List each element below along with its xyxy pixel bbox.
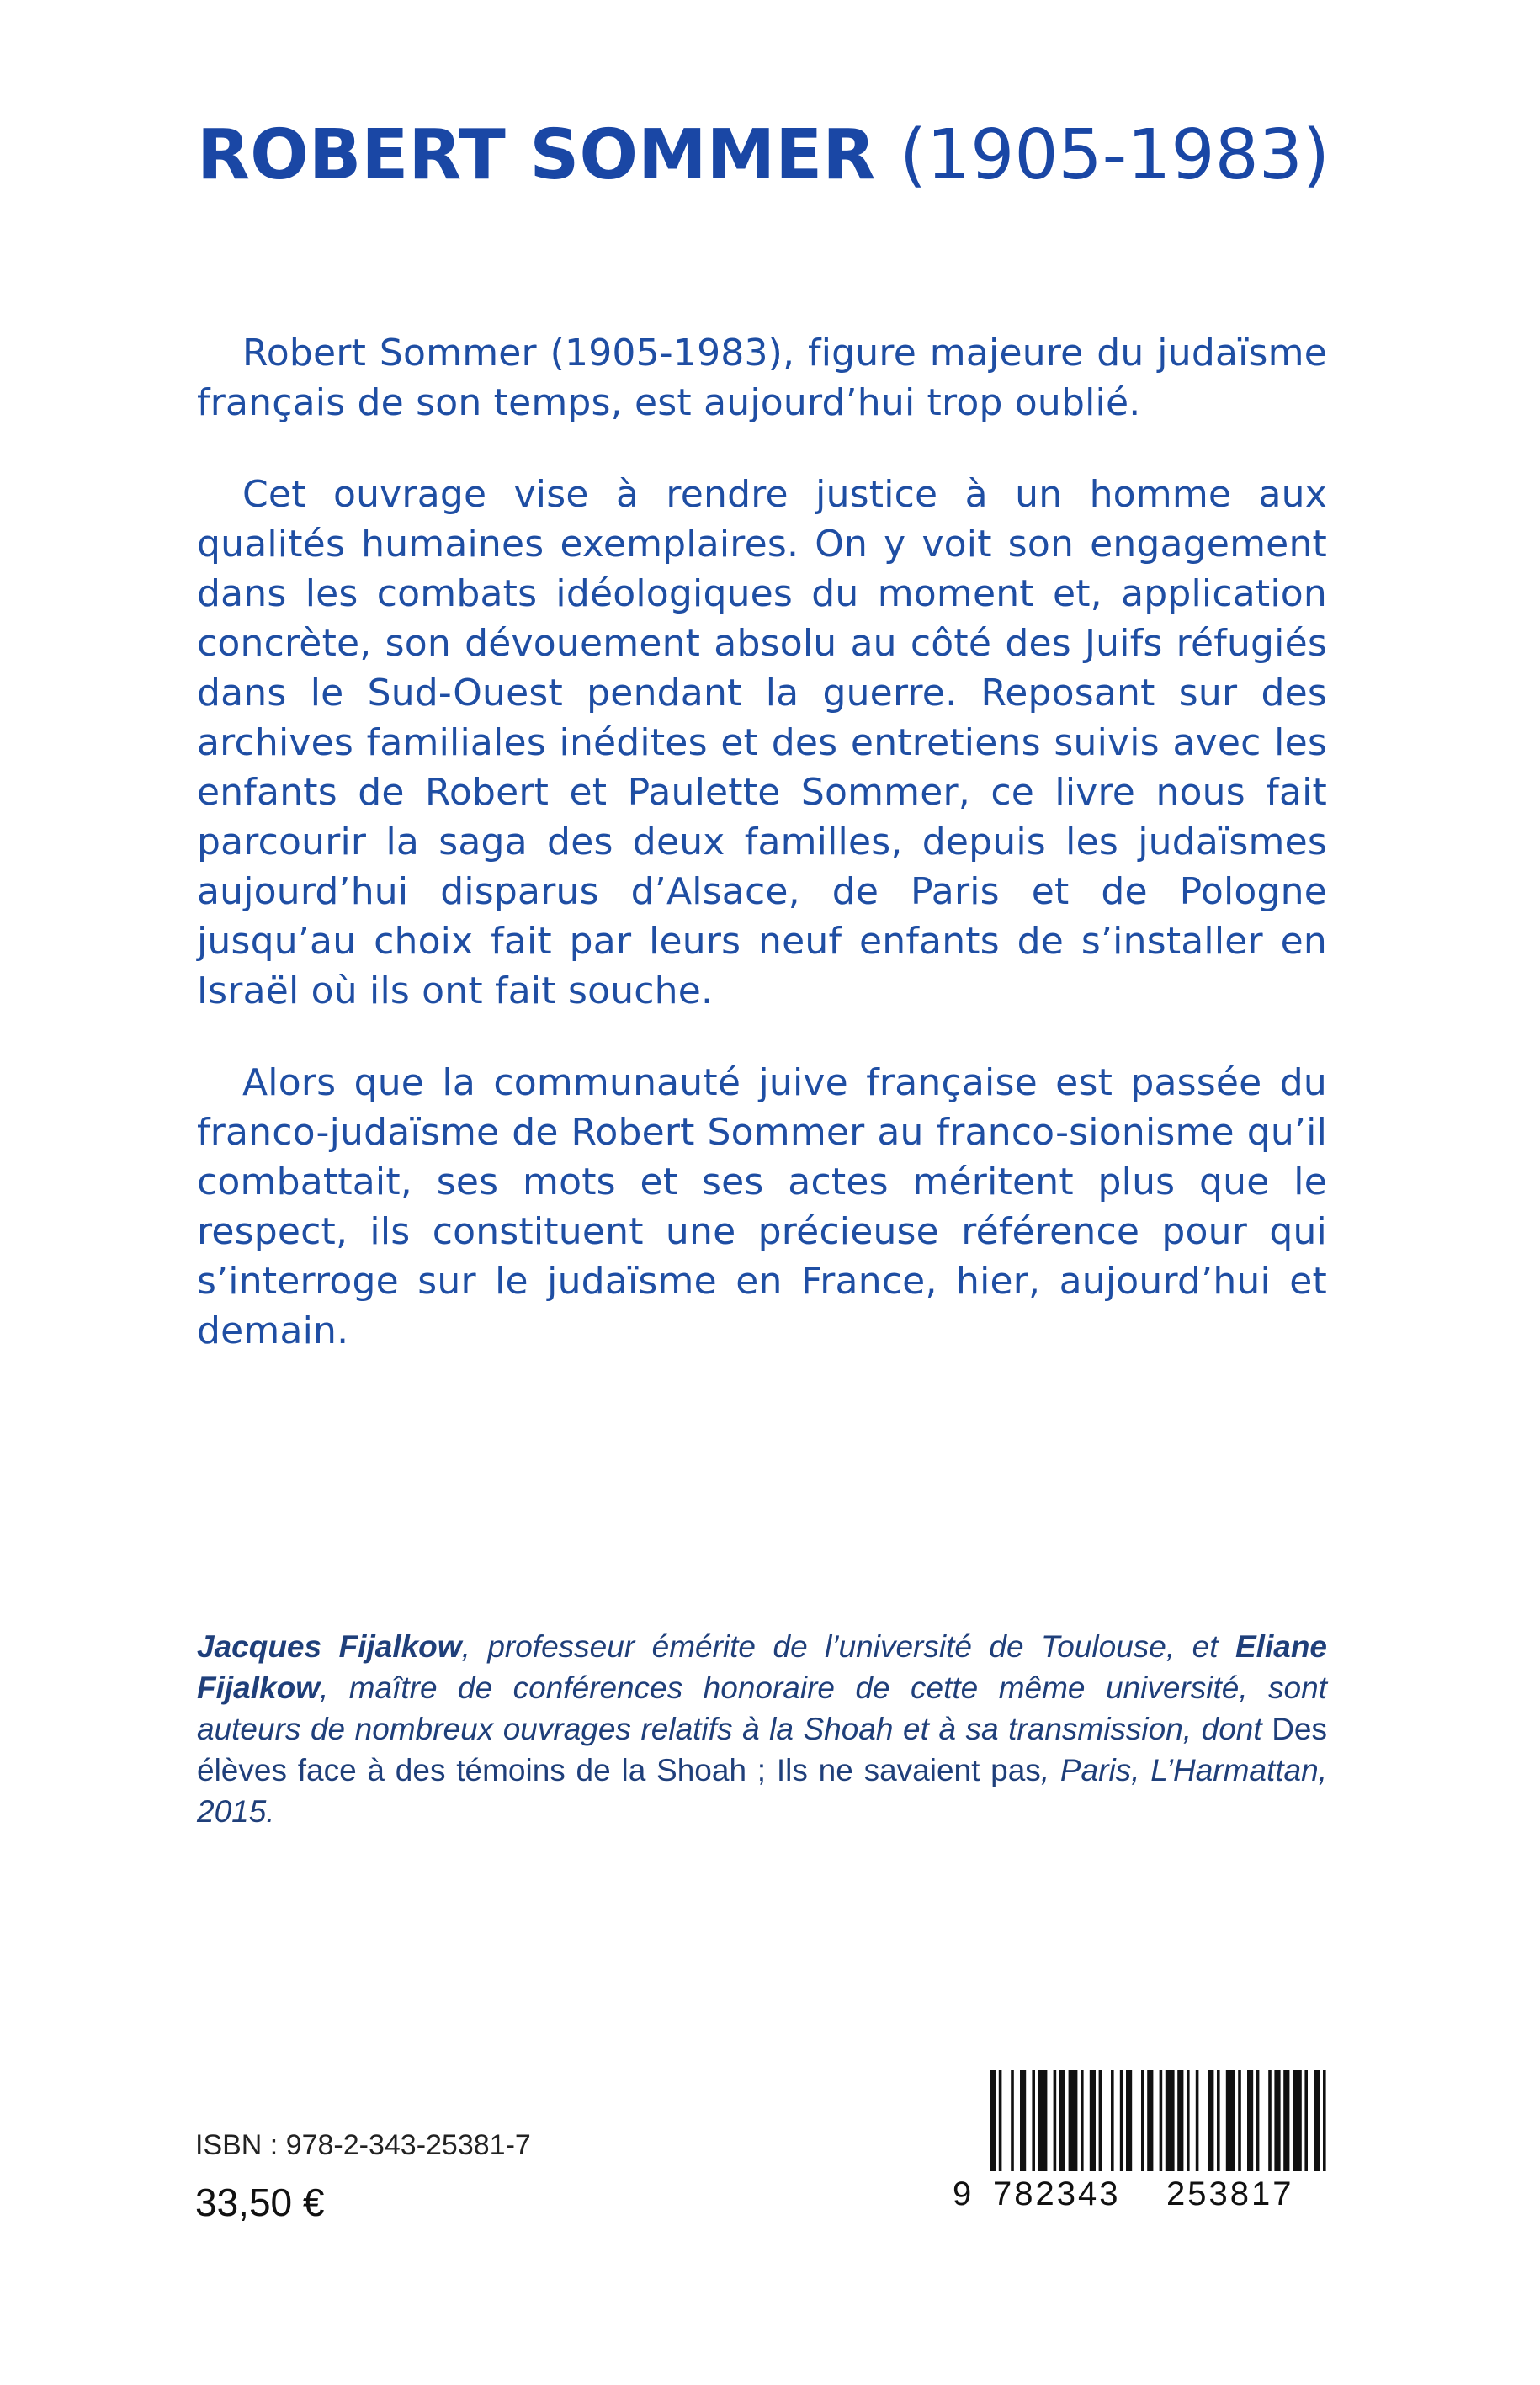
title-name: ROBERT SOMMER	[197, 115, 876, 195]
summary-paragraph-1: Robert Sommer (1905-1983), figure majeure du judaïsme français de son temps, est aujourd’hui trop oublié.	[197, 332, 1327, 424]
referenced-book-title: Des élèves face à des témoins de la Shoah ; Ils ne savaient pas	[197, 1712, 1327, 1787]
summary-paragraph-2: Cet ouvrage vise à rendre justice à un homme aux qualités humaines exemplaires. On y voit son engagement dans les combats idéologiques du moment et, application concrète, son dévouement absolu au côté des Juifs réfugiés dans le Sud-Ouest pendant la guerre. Reposant sur des archives familiales inédites et des entretiens suivis avec les enfants de Robert et Paulette Sommer, ce livre nous fait parcourir la saga des deux familles, depuis les judaïsmes aujourd’hui disparus d’Alsace, de Paris et de Pologne jusqu’au choix fait par leurs neuf enfants de s’installer en Israël où ils ont fait souche.	[197, 473, 1327, 1012]
barcode-digit-group-1: 782343	[993, 2175, 1121, 2212]
author-name-1: Jacques Fijalkow	[197, 1629, 462, 1664]
barcode-bars	[953, 2070, 1340, 2180]
author-bio	[197, 1626, 1327, 1832]
author-bio-text-3: , Paris, L’Harmattan, 2015.	[197, 1753, 1327, 1829]
back-cover-summary	[197, 328, 1327, 1398]
title-dates: (1905-1983)	[900, 115, 1330, 195]
barcode-digit-group-2: 253817	[1166, 2175, 1294, 2212]
book-title	[197, 109, 1375, 202]
isbn-label: ISBN : 978-2-343-25381-7	[195, 2129, 531, 2161]
barcode-icon	[953, 2070, 1340, 2264]
author-bio-text-2: , maître de conférences honoraire de cette même université, sont auteurs de nombreux ouvrages relatifs à la Shoah et à sa transmission, dont	[197, 1671, 1327, 1746]
author-name-2: Eliane Fijalkow	[197, 1629, 1327, 1705]
author-bio-text-1: , professeur émérite de l’université de Toulouse, et	[461, 1629, 1235, 1664]
price-label: 33,50 €	[195, 2180, 325, 2224]
summary-paragraph-3: Alors que la communauté juive française est passée du franco-judaïsme de Robert Sommer au franco-sionisme qu’il combattait, ses mots et ses actes méritent plus que le respect, ils constituent une précieuse référence pour qui s’interroge sur le judaïsme en France, hier, aujourd’hui et demain.	[197, 1061, 1327, 1352]
barcode-lead-digit: 9	[953, 2175, 972, 2212]
